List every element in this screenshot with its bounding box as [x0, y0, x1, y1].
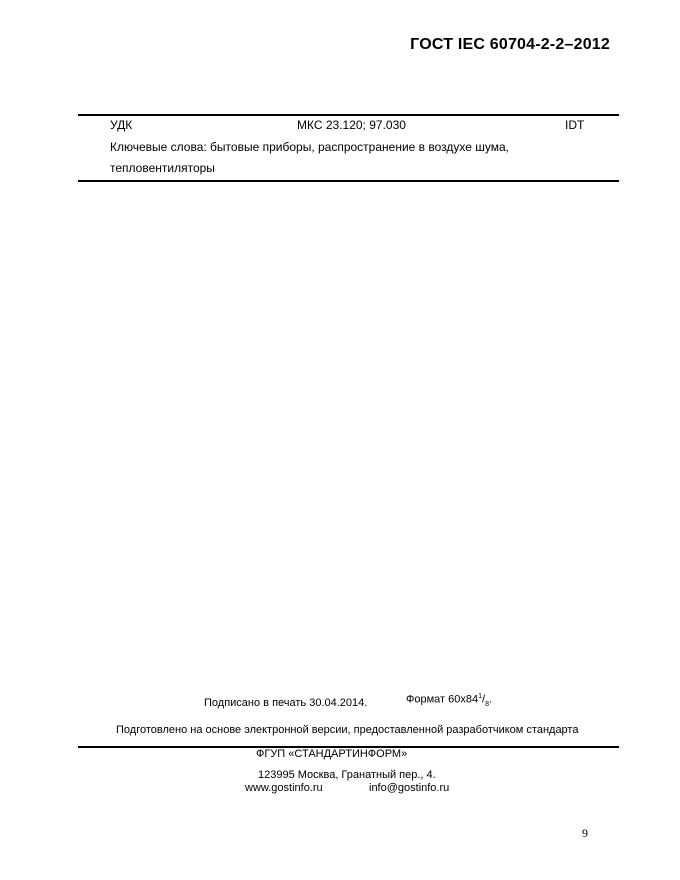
format-denominator: 8	[485, 700, 489, 708]
keywords-line-2: тепловентиляторы	[110, 161, 215, 175]
keywords-line-1: Ключевые слова: бытовые приборы, распространение в воздухе шума,	[110, 140, 510, 154]
prepared-note: Подготовлено на основе электронной версии, предоставленной разработчиком стандарта	[116, 724, 579, 736]
page-number: 9	[582, 826, 588, 840]
publisher-website: www.gostinfo.ru	[245, 782, 323, 794]
mks-code: МКС 23.120; 97.030	[297, 118, 406, 132]
top-rule	[78, 114, 619, 116]
publisher-email: info@gostinfo.ru	[369, 782, 450, 794]
format-prefix: Формат 60x84	[406, 693, 479, 706]
equivalence-label: IDT	[565, 118, 585, 132]
udk-label: УДК	[110, 118, 133, 132]
signed-date: Подписано в печать 30.04.2014.	[204, 697, 368, 709]
paper-format: Формат $60x84^1/_8$.	[406, 693, 493, 708]
format-suffix: .	[488, 693, 493, 706]
format-numerator: 1	[478, 693, 483, 700]
standard-code-header: ГОСТ IEC 60704-2-2–2012	[410, 36, 610, 53]
bottom-rule	[78, 180, 619, 182]
publisher-name: ФГУП «СТАНДАРТИНФОРМ»	[256, 748, 408, 760]
publisher-address: 123995 Москва, Гранатный пер., 4.	[258, 769, 436, 781]
